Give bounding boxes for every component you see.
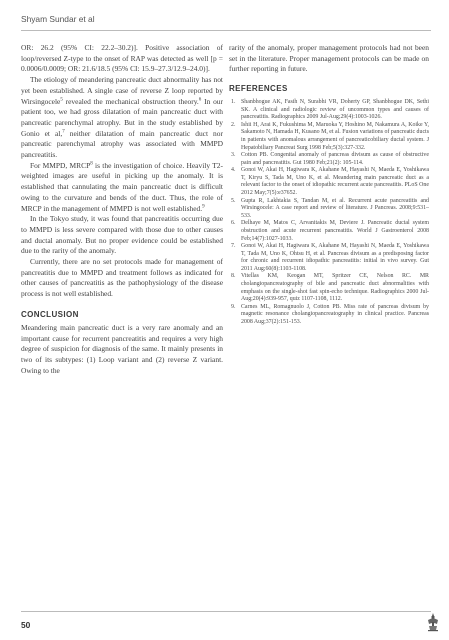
reference-text: Cotton PB. Congenital anomaly of pancreas divisum as cause of obstructive pain and pancreatitis. Gut 1980 Feb;21(2): 105-114. — [241, 152, 429, 166]
reference-item — [229, 99, 429, 122]
reference-number: 2. — [231, 121, 236, 128]
paragraph: rarity of the anomaly, proper management protocols had not been set in the literature. Proper management protocols can be made on further reporting in future. — [229, 43, 429, 74]
citation-superscript: 7 — [62, 129, 65, 135]
reference-text: Gonoi W, Akai H, Hagiwara K, Akahane M, Hayashi N, Maeda E, Yoshikawa T, Tada M, Uno K, Ohtsu H, et al. Pancreas divisum as a predisposing factor for chronic and recurrent idiopathic pancreatitis: initial in vivo survey. Gut 2011 Aug;60(8):1103-1108. — [241, 243, 429, 272]
reference-number: 8. — [231, 273, 236, 280]
reference-item — [229, 273, 429, 303]
paragraph: Meandering main pancreatic duct is a very rare anomaly and an important cause for recurrent pancreatitis and requires a very high degree of suspicion for diagnosis of the same. It mainly presents in two of its subtypes: (1) Loop variant and (2) reverse Z variant. Owing to the — [21, 322, 223, 375]
left-column — [21, 43, 223, 376]
citation-superscript: 9 — [202, 204, 205, 210]
running-head-text: Shyam Sundar et al — [21, 14, 95, 24]
reference-item — [229, 304, 429, 327]
text-run: The etiology of meandering pancreatic duct abnormality has not yet been established. A single case of reverse Z loop reported by Wirsingocele — [21, 75, 223, 106]
reference-number: 7. — [231, 243, 236, 250]
reference-number: 6. — [231, 220, 236, 227]
reference-text: Gonoi W, Akai H, Hagiwara K, Akahane M, Hayashi N, Maeda E, Yoshikawa T, Kiryu S, Tada M, Uno K, et al. Meandering main pancreatic duct as a relevant factor to the onset of idiopathic recurrent acute pancreatitis. PLoS One 2012 May;7(5):e37652. — [241, 167, 429, 197]
reference-text: Gupta R, Lakhtakia S, Tandan M, et al. Recurrent acute pancreatitis and Wirsingocele: A case report and review of literature. J Pancreas. 2008;9:531–533. — [241, 197, 429, 219]
reference-number: 5. — [231, 197, 236, 204]
reference-text: Delhaye M, Matos C, Arvanitakis M, Deviere J. Pancreatic ductal system obstruction and acute recurrent pancreatitis. World J Gastroenterol 2008 Feb;14(7):1027-1033. — [241, 220, 429, 242]
reference-number: 1. — [231, 99, 236, 106]
section-heading-references: REFERENCES — [229, 84, 288, 94]
right-column — [229, 43, 429, 326]
text-run: In our patient too, we had gross dilatation of main pancreatic duct with pancreatic parenchymal atrophy. But in the study established by Gonio et al, — [21, 96, 223, 138]
text-run: revealed the mechanical obstruction theory. — [62, 96, 199, 106]
footer-divider — [21, 611, 431, 612]
reference-item — [229, 152, 429, 167]
paragraph: OR: 26.2 (95% CI: 22.2–30.2)]. Positive association of loop/reversed Z-type to the onset of RAP was detected as well [p = 0.0006/0.0009; OR: 21.6/18.5 (95% CI: 15.9–27.3/12.9–24.0)]. — [21, 43, 223, 74]
page-number: 50 — [21, 620, 31, 630]
paragraph: In the Tokyo study, it was found that pancreatitis occurring due to MMPD is less severe compared with those due to other causes and ductal anomaly. But no proper evidence could be established due to the rarity of the anomaly. — [21, 214, 223, 256]
reference-number: 9. — [231, 303, 236, 310]
text-run: is the investigation of choice. Heavily T2-weighted images are useful in picking up the anomaly. It is established that cannulating the main pancreatic duct is difficult owing to the curvature and bends of the duct. Thus, the role of MRCP in the management of MMPD is not well established. — [21, 160, 223, 213]
citation-superscript: 6 — [198, 97, 202, 103]
reference-number: 4. — [231, 167, 236, 174]
reference-text: Shanbhogue AK, Fasih N, Surabhi VR, Doherty GP, Shanbhogue DK, Sethi SK. A clinical and radiologic review of uncommon types and causes of pancreatitis. Radiographics 2009 Jul-Aug;29(4):1003-1026. — [241, 99, 429, 121]
reference-text: Vitellas KM, Keogan MT, Spritzer CE, Nelson RC. MR cholangiopancreatography of bile and pancreatic duct abnormalities with emphasis on the single-shot fast spin-echo technique. Radiographics 2000 Jul-Aug;20(4):939-957, quiz 1107-1108, 1112. — [241, 273, 429, 303]
paragraph: Currently, there are no set protocols made for management of pancreatitis due to MMPD and treatment follows as indicated for other causes of pancreatitis as the pathophysiology of the disease process is not well established. — [21, 257, 223, 299]
reference-item — [229, 198, 429, 221]
reference-item — [229, 122, 429, 152]
reference-number: 3. — [231, 152, 236, 159]
reference-item — [229, 243, 429, 273]
reference-item — [229, 220, 429, 243]
publisher-logo-icon — [425, 612, 441, 632]
running-head — [21, 14, 431, 31]
reference-list — [229, 99, 429, 326]
text-run: neither dilatation of main pancreatic duct nor pancreatic parenchymal atrophy was associated with MMPD pancreatitis. — [21, 128, 223, 160]
paragraph — [21, 75, 223, 161]
reference-text: Carnes ML, Romagnuolo J, Cotton PB. Miss rate of pancreas divisum by magnetic resonance cholangiopancreatography in clinical practice. Pancreas 2008 Aug;37(2):151-153. — [241, 303, 429, 325]
text-run: For MMPD, MRCP — [30, 160, 91, 170]
citation-superscript: 5 — [60, 97, 63, 103]
citation-superscript: 8 — [90, 161, 93, 167]
paragraph — [21, 161, 223, 215]
reference-item — [229, 167, 429, 197]
section-heading-conclusion: CONCLUSION — [21, 309, 79, 319]
reference-text: Ishii H, Arai K, Fukushima M, Maruoka Y, Hoshino M, Nakamura A, Koike Y, Sakamoto N, Hamada H, Kusano M, et al. Fusion variations of pancreatic ducts in patients with anomalous arrangement of pancreaticobiliary ductal system. J Hepatobiliary Pancreat Surg 1998 Feb;5(3):327-332. — [241, 121, 429, 151]
